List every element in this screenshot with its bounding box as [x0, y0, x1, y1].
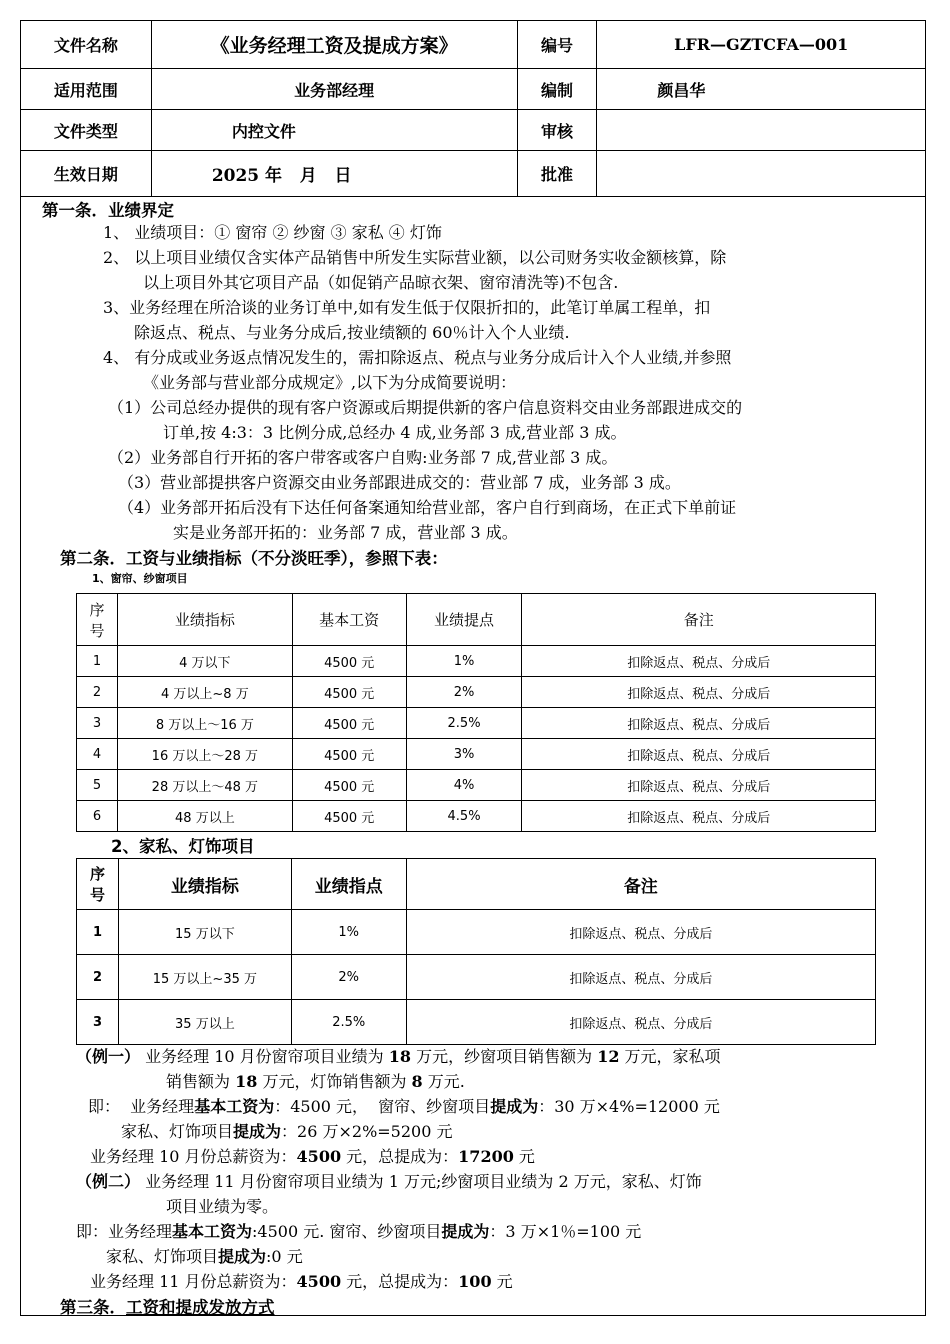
table-cell: 35 万以上	[118, 1000, 291, 1045]
table-row	[77, 801, 876, 832]
table-cell: 15 万以下	[118, 910, 291, 955]
table-cell: 1%	[291, 910, 406, 955]
example2-line5	[90, 1269, 513, 1292]
article1-s1b: 订单,按 4:3：3 比例分成,总经办 4 成,业务部 3 成,营业部 3 成。	[163, 423, 627, 442]
table-row	[77, 677, 876, 708]
document-header-table	[20, 20, 926, 197]
table-cell: 8 万以上～16 万	[117, 708, 292, 739]
table1-header-cell: 基本工资	[292, 594, 406, 646]
example2-text: 即：业务经理	[76, 1222, 173, 1241]
table-row	[77, 1000, 876, 1045]
example2-text: 业务经理 11 月份总薪资为：	[90, 1272, 297, 1291]
table-cell: 扣除返点、税点、分成后	[406, 1000, 875, 1045]
example1-value: 18	[388, 1047, 411, 1066]
table-cell: 2.5%	[291, 1000, 406, 1045]
example1-line3	[88, 1094, 720, 1117]
author-value: 颜昌华	[597, 69, 926, 110]
example2-text: 业务经理 11 月份窗帘项目业绩为 1 万元;纱窗项目业绩为 2 万元，家私、灯饰	[140, 1172, 702, 1191]
table-cell: 4500 元	[292, 739, 406, 770]
example2-line1	[76, 1169, 702, 1192]
example1-text: ：30 万×4%=12000 元	[538, 1097, 720, 1116]
example2-text: 家私、灯饰项目	[106, 1247, 219, 1266]
article1-s4a: （4）业务部开拓后没有下达任何备案通知给营业部，客户自行到商场，在正式下单前证	[118, 498, 737, 517]
article1-s2: （2）业务部自行开拓的客户带客或客户自购:业务部 7 成,营业部 3 成。	[108, 448, 618, 467]
table-cell: 4 万以下	[117, 646, 292, 677]
example1-text: 万元，灯饰销售额为	[257, 1072, 412, 1091]
table1-header-row	[77, 594, 876, 646]
table-cell: 2	[77, 955, 119, 1000]
table-cell: 2%	[406, 677, 522, 708]
file-name-label: 文件名称	[21, 21, 152, 69]
table-row	[77, 646, 876, 677]
example2-text: :4500 元. 窗帘、纱窗项目	[252, 1222, 442, 1241]
table2-header-cell: 业绩指点	[291, 859, 406, 910]
table-cell: 4500 元	[292, 677, 406, 708]
table-cell: 3	[77, 708, 118, 739]
table2-header-row	[77, 859, 876, 910]
article1-p2b: 以上项目外其它项目产品（如促销产品晾衣架、窗帘清洗等)不包含.	[143, 273, 619, 292]
table2-header-cell: 备注	[406, 859, 875, 910]
article1-p4a: 4、 有分成或业务返点情况发生的，需扣除返点、税点与业务分成后计入个人业绩,并参照	[103, 348, 732, 367]
example2-emph: 提成为	[218, 1247, 267, 1266]
table-cell: 2.5%	[406, 708, 522, 739]
example2-value: 4500	[296, 1272, 342, 1291]
code-label: 编号	[517, 21, 597, 69]
example1-value: 4500	[296, 1147, 342, 1166]
example2-text: 元，总提成为：	[341, 1272, 459, 1291]
example1-label: （例一）	[76, 1047, 141, 1066]
approve-label: 批准	[517, 151, 597, 197]
example2-line3	[76, 1219, 641, 1242]
article1-title: 第一条．业绩界定	[42, 201, 174, 220]
table-cell: 48 万以上	[117, 801, 292, 832]
example2-line2: 项目业绩为零。	[166, 1197, 279, 1216]
table2-header-cell: 业绩指标	[118, 859, 291, 910]
article1-p1: 1、 业绩项目：① 窗帘 ② 纱窗 ③ 家私 ④ 灯饰	[103, 223, 442, 242]
table-row	[77, 955, 876, 1000]
example1-value: 17200	[458, 1147, 514, 1166]
type-value: 内控文件	[151, 110, 517, 151]
example1-value: 18	[235, 1072, 258, 1091]
article3-title	[60, 1294, 275, 1318]
article1-p2a: 2、 以上项目业绩仅含实体产品销售中所发生实际营业额，以公司财务实收金额核算，除	[103, 248, 727, 267]
table-row	[77, 708, 876, 739]
table-row	[77, 910, 876, 955]
table-cell: 5	[77, 770, 118, 801]
article1-s4b: 实是业务部开拓的：业务部 7 成，营业部 3 成。	[173, 523, 518, 542]
table-cell: 1	[77, 646, 118, 677]
example1-text: ：26 万×2%=5200 元	[281, 1122, 453, 1141]
example2-emph: 基本工资为	[172, 1222, 253, 1241]
example1-text: 万元，纱窗项目销售额为	[411, 1047, 598, 1066]
table-cell: 4500 元	[292, 770, 406, 801]
author-label: 编制	[517, 69, 597, 110]
table-cell: 28 万以上～48 万	[117, 770, 292, 801]
example1-text: 家私、灯饰项目	[121, 1122, 234, 1141]
date-label: 生效日期	[21, 151, 152, 197]
table1-curtain-window	[76, 593, 876, 832]
example1-emph: 基本工资为	[194, 1097, 275, 1116]
example1-line4	[121, 1119, 452, 1142]
date-value: 2025 年 月 日	[151, 151, 517, 197]
table-cell: 4	[77, 739, 118, 770]
type-label: 文件类型	[21, 110, 152, 151]
example1-value: 12	[597, 1047, 620, 1066]
article2-title: 第二条．工资与业绩指标（不分淡旺季），参照下表：	[60, 549, 448, 568]
article1-p3a: 3、业务经理在所洽谈的业务订单中,如有发生低于仅限折扣的，此笔订单属工程单，扣	[103, 298, 711, 317]
example1-line5	[90, 1144, 535, 1167]
table2-header-cell: 序号	[77, 859, 119, 910]
table1-title: 1、窗帘、纱窗项目	[92, 572, 188, 585]
review-value	[597, 110, 926, 151]
example1-text: 万元.	[422, 1072, 465, 1091]
table1-header-cell: 业绩指标	[117, 594, 292, 646]
table1-header-cell: 序号	[77, 594, 118, 646]
example2-text: ：3 万×1％=100 元	[489, 1222, 642, 1241]
example1-text: 销售额为	[166, 1072, 236, 1091]
table-cell: 扣除返点、税点、分成后	[522, 801, 876, 832]
code-value: LFR—GZTCFA—001	[597, 21, 926, 69]
example1-emph: 提成为	[233, 1122, 282, 1141]
table1-header-cell: 备注	[522, 594, 876, 646]
table-cell: 1	[77, 910, 119, 955]
article1-s3: （3）营业部提拱客户资源交由业务部跟进成交的：营业部 7 成，业务部 3 成。	[118, 473, 681, 492]
table-cell: 4500 元	[292, 708, 406, 739]
table-cell: 4.5%	[406, 801, 522, 832]
table2-furniture-lighting	[76, 858, 876, 1045]
scope-value: 业务部经理	[151, 69, 517, 110]
example2-value: 100	[458, 1272, 492, 1291]
article1-p3b: 除返点、税点、与业务分成后,按业绩额的 60％计入个人业绩.	[134, 323, 570, 342]
table-cell: 15 万以上~35 万	[118, 955, 291, 1000]
example2-emph: 提成为	[441, 1222, 490, 1241]
table-cell: 扣除返点、税点、分成后	[522, 677, 876, 708]
table-cell: 4 万以上~8 万	[117, 677, 292, 708]
article3-title-prefix: 第三条．	[60, 1298, 126, 1317]
file-name-value: 《业务经理工资及提成方案》	[151, 21, 517, 69]
table-row	[77, 770, 876, 801]
table-cell: 扣除返点、税点、分成后	[522, 646, 876, 677]
scope-label: 适用范围	[21, 69, 152, 110]
article1-s1a: （1）公司总经办提供的现有客户资源或后期提供新的客户信息资料交由业务部跟进成交的	[108, 398, 743, 417]
table-cell: 4%	[406, 770, 522, 801]
example1-text: 业务经理 10 月份窗帘项目业绩为	[140, 1047, 389, 1066]
table-cell: 6	[77, 801, 118, 832]
table-cell: 4500 元	[292, 801, 406, 832]
example1-text: ：4500 元， 窗帘、纱窗项目	[274, 1097, 491, 1116]
review-label: 审核	[517, 110, 597, 151]
example2-label: （例二）	[76, 1172, 141, 1191]
example1-text: 万元，家私项	[619, 1047, 721, 1066]
table1-header-cell: 业绩提点	[406, 594, 522, 646]
table-cell: 扣除返点、税点、分成后	[522, 770, 876, 801]
table-cell: 16 万以上～28 万	[117, 739, 292, 770]
example2-text: :0 元	[266, 1247, 303, 1266]
example1-text: 业务经理 10 月份总薪资为：	[90, 1147, 297, 1166]
table-cell: 扣除返点、税点、分成后	[522, 708, 876, 739]
table-cell: 扣除返点、税点、分成后	[406, 955, 875, 1000]
table-cell: 2	[77, 677, 118, 708]
table-cell: 4500 元	[292, 646, 406, 677]
example2-line4	[106, 1244, 303, 1267]
example1-text: 即： 业务经理	[88, 1097, 195, 1116]
table-cell: 扣除返点、税点、分成后	[522, 739, 876, 770]
example2-text: 元	[491, 1272, 513, 1291]
example1-line2	[166, 1069, 465, 1092]
table2-title: 2、家私、灯饰项目	[111, 837, 255, 856]
example1-text: 元	[513, 1147, 535, 1166]
table-row	[77, 739, 876, 770]
table-cell: 1%	[406, 646, 522, 677]
table-cell: 3	[77, 1000, 119, 1045]
article3-title-main: 工资和提成发放方式	[126, 1298, 275, 1317]
table-cell: 2%	[291, 955, 406, 1000]
table-cell: 扣除返点、税点、分成后	[406, 910, 875, 955]
example1-emph: 提成为	[490, 1097, 539, 1116]
example1-value: 8	[411, 1072, 423, 1091]
table-cell: 3%	[406, 739, 522, 770]
example1-text: 元，总提成为：	[341, 1147, 459, 1166]
article1-p4b: 《业务部与营业部分成规定》,以下为分成简要说明：	[143, 373, 517, 392]
approve-value	[597, 151, 926, 197]
example1-line1	[76, 1044, 721, 1067]
